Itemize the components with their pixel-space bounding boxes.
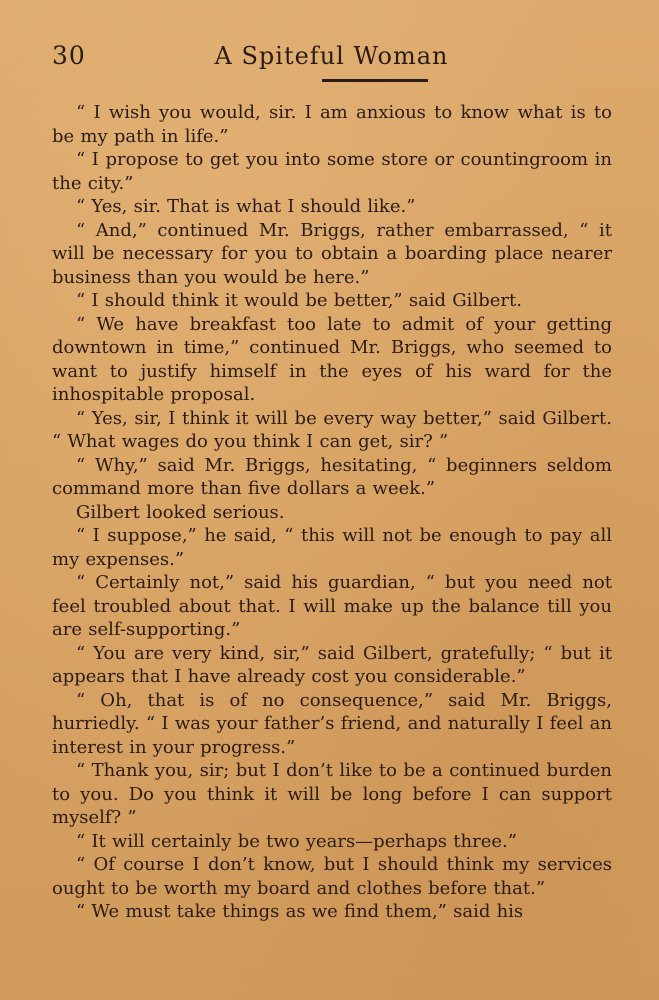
paragraph: “ Of course I don’t know, but I should think my services ought to be worth my board and clothes before that.” <box>52 854 612 899</box>
title-rule <box>322 79 428 82</box>
paragraph: “ I propose to get you into some store or countingroom in the city.” <box>52 149 612 194</box>
paragraph: “ Yes, sir, I think it will be every way better,” said Gilbert. “ What wages do you think I can get, sir? ” <box>52 407 612 452</box>
running-title: A Spiteful Woman <box>214 42 449 70</box>
paragraph: “ Yes, sir. That is what I should like.” <box>76 196 416 217</box>
paragraph: “ Thank you, sir; but I don’t like to be a continued burden to you. Do you think it will be long before I can support myself? ” <box>52 760 612 828</box>
paragraph: “ You are very kind, sir,” said Gilbert, gratefully; “ but it appears that I have already cost you considerable.” <box>52 642 612 687</box>
paragraph: “ Oh, that is of no consequence,” said Mr. Briggs, hurriedly. “ I was your father’s friend, and naturally I feel an interest in your progress.” <box>52 689 612 758</box>
paragraph: “ And,” continued Mr. Briggs, rather embarrassed, “ it will be necessary for you to obtain a boarding place nearer business than you would be here.” <box>52 219 612 288</box>
paragraph: “ I suppose,” he said, “ this will not be enough to pay all my expenses.” <box>52 525 612 570</box>
paragraph: “ Certainly not,” said his guardian, “ but you need not feel troubled about that. I will make up the balance till you are self-supporting.” <box>52 572 612 640</box>
paragraph: “ I should think it would be better,” said Gilbert. <box>76 290 522 311</box>
paragraph: “ Why,” said Mr. Briggs, hesitating, “ beginners seldom command more than five dollars a week.” <box>52 454 612 499</box>
paragraph: “ We have breakfast too late to admit of your getting downtown in time,” continued Mr. Briggs, who seemed to want to justify himself in the eyes of his ward for the inhospitable proposal. <box>52 313 612 405</box>
paragraph: “ It will certainly be two years—perhaps three.” <box>76 830 517 852</box>
page-number: 30 <box>52 41 86 70</box>
body-text <box>52 101 612 924</box>
paragraph: “ We must take things as we find them,” said his <box>76 901 524 922</box>
paragraph: “ I wish you would, sir. I am anxious to know what is to be my path in life.” <box>52 102 612 147</box>
paragraph: Gilbert looked serious. <box>76 501 285 523</box>
page-header <box>52 40 611 80</box>
